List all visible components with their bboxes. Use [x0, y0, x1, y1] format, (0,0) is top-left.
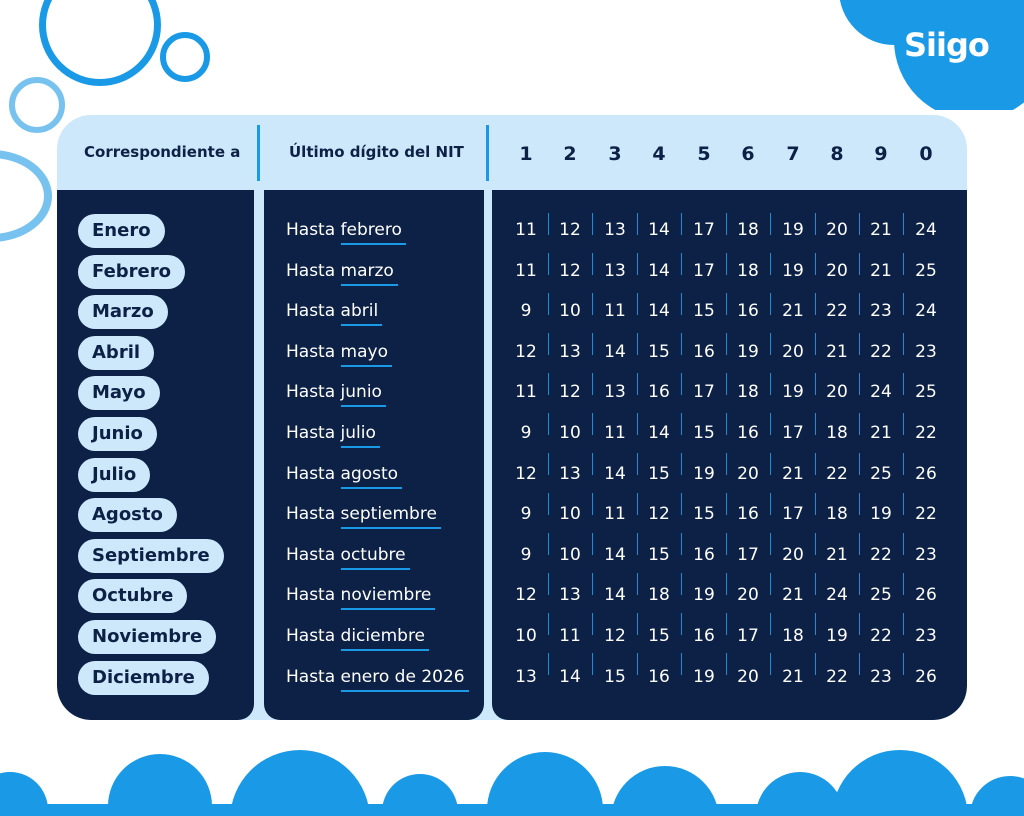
deadline-prefix: Hasta [286, 504, 336, 525]
due-day-cell: 22 [870, 626, 892, 646]
due-day-cell: 14 [648, 301, 670, 322]
column-separator [592, 213, 593, 693]
due-day-cell: 11 [515, 260, 537, 281]
due-day-cell: 21 [870, 423, 892, 443]
deadline-month: enero de 2026 [340, 666, 465, 687]
due-day-cell: 12 [648, 504, 670, 525]
deadline-limit [286, 504, 437, 524]
due-day-cell: 20 [782, 341, 804, 362]
due-day-cell: 15 [693, 504, 715, 525]
deadline-prefix: Hasta [286, 301, 336, 322]
due-day-cell: 12 [559, 260, 581, 281]
due-day-cell: 10 [559, 301, 581, 322]
column-separator [903, 213, 904, 693]
due-day-cell: 19 [782, 220, 804, 240]
due-day-cell: 22 [915, 504, 937, 525]
due-day-cell: 20 [826, 260, 848, 281]
deadline-month: julio [340, 423, 376, 443]
due-day-cell: 26 [915, 463, 937, 484]
due-day-cell: 11 [604, 504, 626, 525]
deadline-prefix: Hasta [286, 544, 336, 565]
deadline-limit [286, 585, 431, 605]
month-label: Diciembre [78, 661, 209, 695]
header-digit: 2 [563, 143, 577, 165]
due-day-cell: 16 [737, 504, 759, 525]
due-day-cell: 10 [515, 626, 537, 646]
due-day-cell: 16 [737, 301, 759, 322]
due-day-cell: 13 [604, 220, 626, 240]
due-day-cell: 18 [648, 585, 670, 606]
deadline-prefix: Hasta [286, 423, 336, 443]
header-digit: 4 [652, 143, 666, 165]
deadline-month: junio [340, 382, 382, 403]
deadline-month: mayo [340, 341, 388, 362]
due-day-cell: 14 [604, 341, 626, 362]
due-day-cell: 14 [648, 260, 670, 281]
deadline-month: agosto [340, 463, 399, 484]
due-day-cell: 12 [559, 220, 581, 240]
due-day-cell: 21 [782, 666, 804, 687]
header-limit-column: Último dígito del NIT [289, 143, 464, 161]
due-day-cell: 12 [515, 341, 537, 362]
due-day-cell: 17 [782, 423, 804, 443]
column-separator [815, 213, 816, 693]
month-label: Marzo [78, 295, 168, 329]
due-day-cell: 9 [520, 544, 532, 565]
due-day-cell: 26 [915, 585, 937, 606]
due-day-cell: 11 [604, 301, 626, 322]
table-header [57, 115, 967, 190]
due-day-cell: 21 [782, 301, 804, 322]
due-day-cell: 22 [826, 463, 848, 484]
due-day-cell: 20 [737, 463, 759, 484]
due-day-cell: 25 [870, 463, 892, 484]
due-day-cell: 14 [648, 220, 670, 240]
month-label: Enero [78, 214, 165, 248]
month-label: Febrero [78, 255, 185, 289]
month-label: Mayo [78, 376, 160, 410]
deadline-limit [286, 261, 394, 281]
due-day-cell: 13 [604, 382, 626, 403]
due-day-cell: 19 [782, 382, 804, 403]
due-day-cell: 13 [559, 463, 581, 484]
due-day-cell: 16 [693, 544, 715, 565]
due-day-cell: 25 [915, 382, 937, 403]
deadline-prefix: Hasta [286, 220, 336, 240]
due-day-cell: 12 [559, 382, 581, 403]
due-day-cell: 18 [826, 504, 848, 525]
due-day-cell: 17 [737, 626, 759, 646]
column-separator [726, 213, 727, 693]
decor-ring-large [39, 0, 161, 86]
due-day-cell: 19 [693, 666, 715, 687]
deadline-prefix: Hasta [286, 666, 336, 687]
due-day-cell: 19 [737, 341, 759, 362]
deadline-prefix: Hasta [286, 341, 336, 362]
due-day-cell: 20 [737, 585, 759, 606]
month-label: Abril [78, 336, 154, 370]
due-day-cell: 23 [915, 341, 937, 362]
column-separator [637, 213, 638, 693]
due-day-cell: 19 [693, 463, 715, 484]
deadline-limit [286, 667, 465, 687]
column-separator [548, 213, 549, 693]
header-digit: 9 [874, 143, 888, 165]
header-month-column: Correspondiente a [84, 143, 241, 161]
month-label: Octubre [78, 579, 187, 613]
header-digit: 6 [741, 143, 755, 165]
due-day-cell: 10 [559, 544, 581, 565]
cloud-bottom-band [0, 740, 1024, 816]
due-day-cell: 22 [915, 423, 937, 443]
due-day-cell: 12 [515, 585, 537, 606]
month-label: Julio [78, 458, 150, 492]
header-digit: 3 [608, 143, 622, 165]
header-digit: 8 [830, 143, 844, 165]
due-day-cell: 18 [737, 260, 759, 281]
due-day-cell: 15 [693, 301, 715, 322]
due-day-cell: 15 [693, 423, 715, 443]
due-day-cell: 14 [604, 544, 626, 565]
due-day-cell: 14 [604, 463, 626, 484]
due-day-cell: 9 [520, 423, 532, 443]
decor-ring-side [0, 150, 52, 242]
deadline-month: octubre [340, 544, 406, 565]
due-day-cell: 19 [782, 260, 804, 281]
header-digit: 1 [519, 143, 533, 165]
column-separator [681, 213, 682, 693]
deadline-limit [286, 342, 388, 362]
due-day-cell: 16 [693, 341, 715, 362]
deadline-month: febrero [340, 220, 402, 240]
deadline-month: septiembre [340, 504, 437, 525]
due-day-cell: 22 [826, 301, 848, 322]
due-day-cell: 11 [515, 382, 537, 403]
due-day-cell: 16 [737, 423, 759, 443]
due-day-cell: 11 [515, 220, 537, 240]
nit-calendar-table [57, 115, 967, 720]
column-separator [770, 213, 771, 693]
deadline-month: diciembre [340, 626, 426, 646]
due-day-cell: 11 [604, 423, 626, 443]
due-day-cell: 19 [826, 626, 848, 646]
column-separator [859, 213, 860, 693]
due-day-cell: 18 [782, 626, 804, 646]
due-day-cell: 20 [737, 666, 759, 687]
due-day-cell: 21 [870, 220, 892, 240]
deadline-limit [286, 220, 402, 240]
due-day-cell: 21 [826, 341, 848, 362]
due-day-cell: 24 [870, 382, 892, 403]
due-day-cell: 17 [737, 544, 759, 565]
due-day-cell: 23 [870, 666, 892, 687]
deadline-prefix: Hasta [286, 585, 336, 606]
due-day-cell: 9 [520, 301, 532, 322]
deadline-prefix: Hasta [286, 260, 336, 281]
due-day-cell: 9 [520, 504, 532, 525]
due-day-cell: 17 [693, 260, 715, 281]
due-day-cell: 13 [559, 585, 581, 606]
due-day-cell: 22 [870, 544, 892, 565]
due-day-cell: 10 [559, 423, 581, 443]
due-day-cell: 22 [870, 341, 892, 362]
due-day-cell: 17 [693, 220, 715, 240]
deadline-month: noviembre [340, 585, 432, 606]
deadline-limit [286, 423, 376, 443]
header-digit: 7 [786, 143, 800, 165]
due-day-cell: 11 [559, 626, 581, 646]
header-digit: 0 [919, 143, 933, 165]
due-day-cell: 13 [515, 666, 537, 687]
month-label: Agosto [78, 498, 177, 532]
deadline-prefix: Hasta [286, 382, 336, 403]
due-day-cell: 16 [648, 382, 670, 403]
siigo-logo: Siigo [904, 26, 989, 64]
due-day-cell: 26 [915, 666, 937, 687]
due-day-cell: 23 [870, 301, 892, 322]
due-day-cell: 13 [604, 260, 626, 281]
due-day-cell: 24 [915, 220, 937, 240]
deadline-month: marzo [340, 260, 394, 281]
due-day-cell: 12 [515, 463, 537, 484]
due-day-cell: 15 [648, 463, 670, 484]
due-day-cell: 14 [604, 585, 626, 606]
deadline-limit [286, 545, 406, 565]
deadline-month: abril [340, 301, 379, 322]
month-label: Septiembre [78, 539, 224, 573]
deadline-limit [286, 382, 382, 402]
header-divider [257, 125, 260, 181]
due-day-cell: 24 [826, 585, 848, 606]
due-day-cell: 20 [826, 220, 848, 240]
due-day-cell: 12 [604, 626, 626, 646]
header-divider [486, 125, 489, 181]
due-day-cell: 22 [826, 666, 848, 687]
due-day-cell: 21 [782, 463, 804, 484]
due-day-cell: 15 [648, 341, 670, 362]
due-day-cell: 15 [604, 666, 626, 687]
due-day-cell: 19 [870, 504, 892, 525]
deadline-limit [286, 301, 378, 321]
decor-ring-small [160, 32, 210, 82]
due-day-cell: 18 [826, 423, 848, 443]
due-day-cell: 18 [737, 382, 759, 403]
due-day-cell: 25 [870, 585, 892, 606]
due-day-cell: 21 [870, 260, 892, 281]
due-day-cell: 21 [782, 585, 804, 606]
due-day-cell: 21 [826, 544, 848, 565]
due-day-cell: 19 [693, 585, 715, 606]
due-day-cell: 14 [648, 423, 670, 443]
due-day-cell: 20 [782, 544, 804, 565]
deadline-prefix: Hasta [286, 626, 336, 646]
due-day-cell: 15 [648, 544, 670, 565]
due-day-cell: 16 [693, 626, 715, 646]
due-day-cell: 17 [782, 504, 804, 525]
due-day-cell: 23 [915, 544, 937, 565]
due-day-cell: 18 [737, 220, 759, 240]
due-day-cell: 13 [559, 341, 581, 362]
due-day-cell: 16 [648, 666, 670, 687]
due-day-cell: 25 [915, 260, 937, 281]
due-day-cell: 14 [559, 666, 581, 687]
header-digit: 5 [697, 143, 711, 165]
due-day-cell: 20 [826, 382, 848, 403]
deadline-limit [286, 464, 398, 484]
due-day-cell: 17 [693, 382, 715, 403]
due-day-cell: 15 [648, 626, 670, 646]
month-label: Junio [78, 417, 157, 451]
due-day-cell: 10 [559, 504, 581, 525]
deadline-limit [286, 626, 425, 646]
month-label: Noviembre [78, 620, 216, 654]
deadline-prefix: Hasta [286, 463, 336, 484]
due-day-cell: 24 [915, 301, 937, 322]
due-day-cell: 23 [915, 626, 937, 646]
